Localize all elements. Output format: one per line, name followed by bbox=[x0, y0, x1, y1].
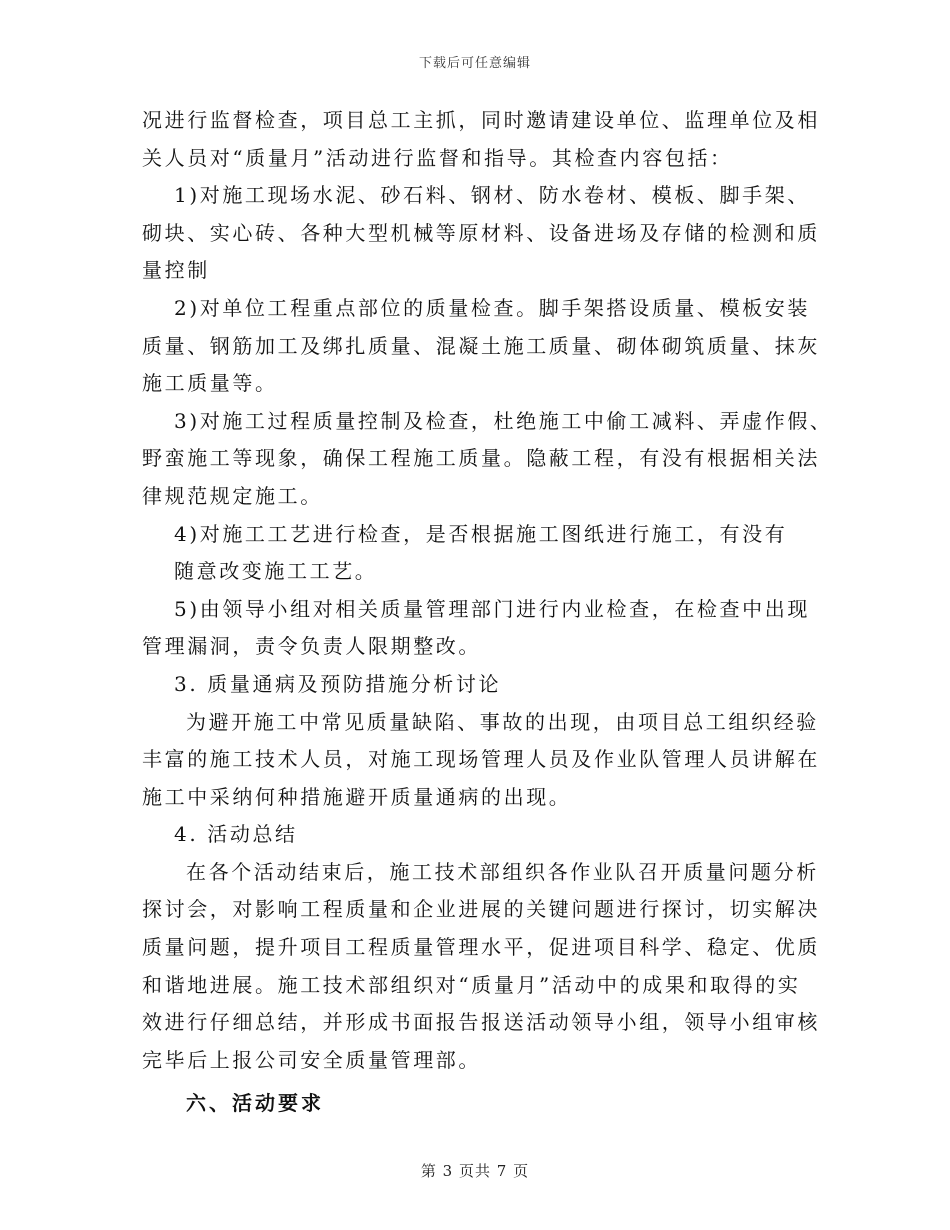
paragraph-line: 在各个活动结束后，施工技术部组织各作业队召开质量问题分析 bbox=[186, 859, 819, 884]
subsection-heading: 3. 质量通病及预防措施分析讨论 bbox=[174, 671, 502, 696]
list-item-line: 5)由领导小组对相关质量管理部门进行内业检查，在检查中出现 bbox=[174, 596, 810, 621]
paragraph-line: 质量问题，提升项目工程质量管理水平，促进项目科学、稳定、优质 bbox=[142, 935, 820, 960]
paragraph-line: 施工质量等。 bbox=[142, 371, 278, 396]
paragraph-line: 关人员对“质量月”活动进行监督和指导。其检查内容包括： bbox=[142, 145, 733, 170]
paragraph-line: 量控制 bbox=[142, 258, 210, 283]
list-item-line: 2)对单位工程重点部位的质量检查。脚手架搭设质量、模板安装 bbox=[174, 295, 810, 320]
page-header: 下载后可任意编辑 bbox=[418, 56, 531, 71]
paragraph-line: 砌块、实心砖、各种大型机械等原材料、设备进场及存储的检测和质 bbox=[142, 220, 820, 245]
document-body bbox=[142, 102, 833, 1123]
paragraph-line: 为避开施工中常见质量缺陷、事故的出现，由项目总工组织经验 bbox=[186, 709, 819, 734]
paragraph-line: 况进行监督检查，项目总工主抓，同时邀请建设单位、监理单位及相 bbox=[142, 108, 820, 132]
paragraph-line: 随意改变施工工艺。 bbox=[174, 559, 378, 584]
list-item-line: 1)对施工现场水泥、砂石料、钢材、防水卷材、模板、脚手架、 bbox=[174, 183, 810, 208]
list-item-line: 3)对施工过程质量控制及检查，杜绝施工中偷工减料、弄虚作假、 bbox=[174, 408, 833, 433]
paragraph-line: 施工中采纳何种措施避开质量通病的出现。 bbox=[142, 784, 572, 809]
list-item-line: 4)对施工工艺进行检查，是否根据施工图纸进行施工，有没有 bbox=[174, 521, 788, 546]
paragraph-line: 质量、钢筋加工及绑扎质量、混凝土施工质量、砌体砌筑质量、抹灰 bbox=[142, 333, 820, 358]
paragraph-line: 完毕后上报公司安全质量管理部。 bbox=[142, 1047, 481, 1072]
paragraph-line: 和谐地进展。施工技术部组织对“质量月”活动中的成果和取得的实 bbox=[142, 972, 801, 997]
paragraph-line: 律规范规定施工。 bbox=[142, 483, 323, 508]
page-number: 第 3 页共 7 页 bbox=[420, 1162, 530, 1180]
section-heading: 六、活动要求 bbox=[186, 1091, 324, 1116]
subsection-heading: 4. 活动总结 bbox=[174, 822, 298, 847]
paragraph-line: 效进行仔细总结，并形成书面报告报送活动领导小组，领导小组审核 bbox=[142, 1010, 820, 1035]
paragraph-line: 管理漏洞，责令负责人限期整改。 bbox=[142, 634, 481, 659]
paragraph-line: 野蛮施工等现象，确保工程施工质量。隐蔽工程，有没有根据相关法 bbox=[142, 446, 820, 471]
paragraph-line: 丰富的施工技术人员，对施工现场管理人员及作业队管理人员讲解在 bbox=[142, 747, 820, 772]
paragraph-line: 探讨会，对影响工程质量和企业进展的关键问题进行探讨，切实解决 bbox=[142, 897, 820, 922]
